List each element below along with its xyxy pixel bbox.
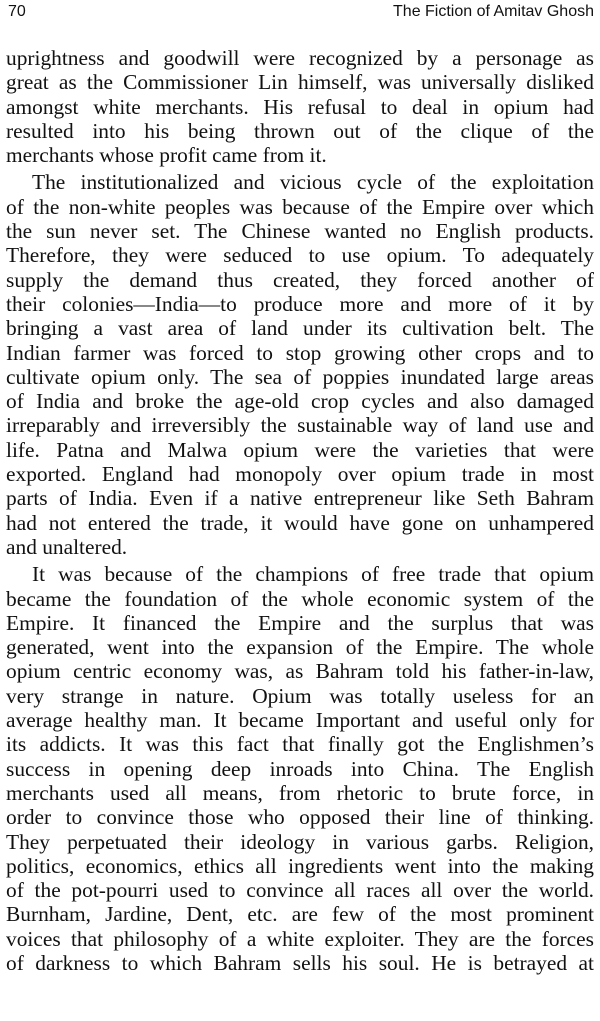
text-line: parts of India. Even if a native entrepreneur like Seth Bahram [6, 486, 594, 511]
text-line: generated, went into the expansion of the Empire. The whole [6, 635, 594, 660]
text-line: irreparably and irreversibly the sustainable way of land use and [6, 413, 594, 438]
text-line: their colonies—India—to produce more and more of it by [6, 291, 594, 316]
text-line: Indian farmer was forced to stop growing other crops and to [6, 340, 594, 365]
text-line: It was because of the champions of free trade that opium [32, 562, 594, 587]
text-line: exported. England had monopoly over opium trade in most [6, 462, 594, 487]
paragraph-2 [6, 170, 594, 559]
page-number: 70 [8, 3, 26, 20]
text-line: voices that philosophy of a white exploiter. They are the forces [6, 926, 594, 951]
text-line: amongst white merchants. His refusal to deal in opium had [6, 94, 594, 119]
paragraph-3 [6, 562, 594, 975]
text-line: and unaltered. [6, 534, 128, 559]
text-line: Burnham, Jardine, Dent, etc. are few of the most prominent [6, 902, 594, 927]
running-head [6, 3, 594, 29]
running-title: The Fiction of Amitav Ghosh [393, 3, 594, 20]
text-line: Empire. It financed the Empire and the surplus that was [6, 610, 594, 635]
text-line: average healthy man. It became Important and useful only for [6, 708, 594, 733]
text-line: opium centric economy was, as Bahram told his father-in-law, [6, 659, 594, 684]
text-line: very strange in nature. Opium was totally useless for an [6, 683, 594, 708]
body-text [6, 46, 594, 975]
text-line: of darkness to which Bahram sells his soul. He is betrayed at [6, 950, 594, 975]
text-line: cultivate opium only. The sea of poppies inundated large areas [6, 364, 594, 389]
text-line: became the foundation of the whole economic system of the [6, 586, 594, 611]
text-line: had not entered the trade, it would have gone on unhampered [6, 510, 594, 535]
text-line: The institutionalized and vicious cycle of the exploitation [32, 170, 594, 195]
text-line: They perpetuated their ideology in various garbs. Religion, [6, 829, 594, 854]
text-line: Therefore, they were seduced to use opium. To adequately [6, 243, 594, 268]
text-line: great as the Commissioner Lin himself, was universally disliked [6, 70, 594, 95]
text-line: order to convince those who opposed their line of thinking. [6, 805, 594, 830]
paragraph-1 [6, 46, 594, 167]
text-line: life. Patna and Malwa opium were the varieties that were [6, 437, 594, 462]
text-line: its addicts. It was this fact that finally got the Englishmen’s [6, 732, 594, 757]
text-line: merchants used all means, from rhetoric to brute force, in [6, 780, 594, 805]
text-line: merchants whose profit came from it. [6, 143, 327, 168]
text-line: success in opening deep inroads into China. The English [6, 756, 594, 781]
text-line: the sun never set. The Chinese wanted no English products. [6, 219, 594, 244]
text-line: bringing a vast area of land under its cultivation belt. The [6, 316, 594, 341]
text-line: of the pot-pourri used to convince all races all over the world. [6, 878, 594, 903]
text-line: uprightness and goodwill were recognized by a personage as [6, 46, 594, 70]
text-line: politics, economics, ethics all ingredients went into the making [6, 853, 594, 878]
text-line: supply the demand thus created, they forced another of [6, 267, 594, 292]
text-line: of the non-white peoples was because of the Empire over which [6, 194, 594, 219]
text-line: resulted into his being thrown out of the clique of the [6, 118, 594, 143]
text-line: of India and broke the age-old crop cycles and also damaged [6, 389, 594, 414]
